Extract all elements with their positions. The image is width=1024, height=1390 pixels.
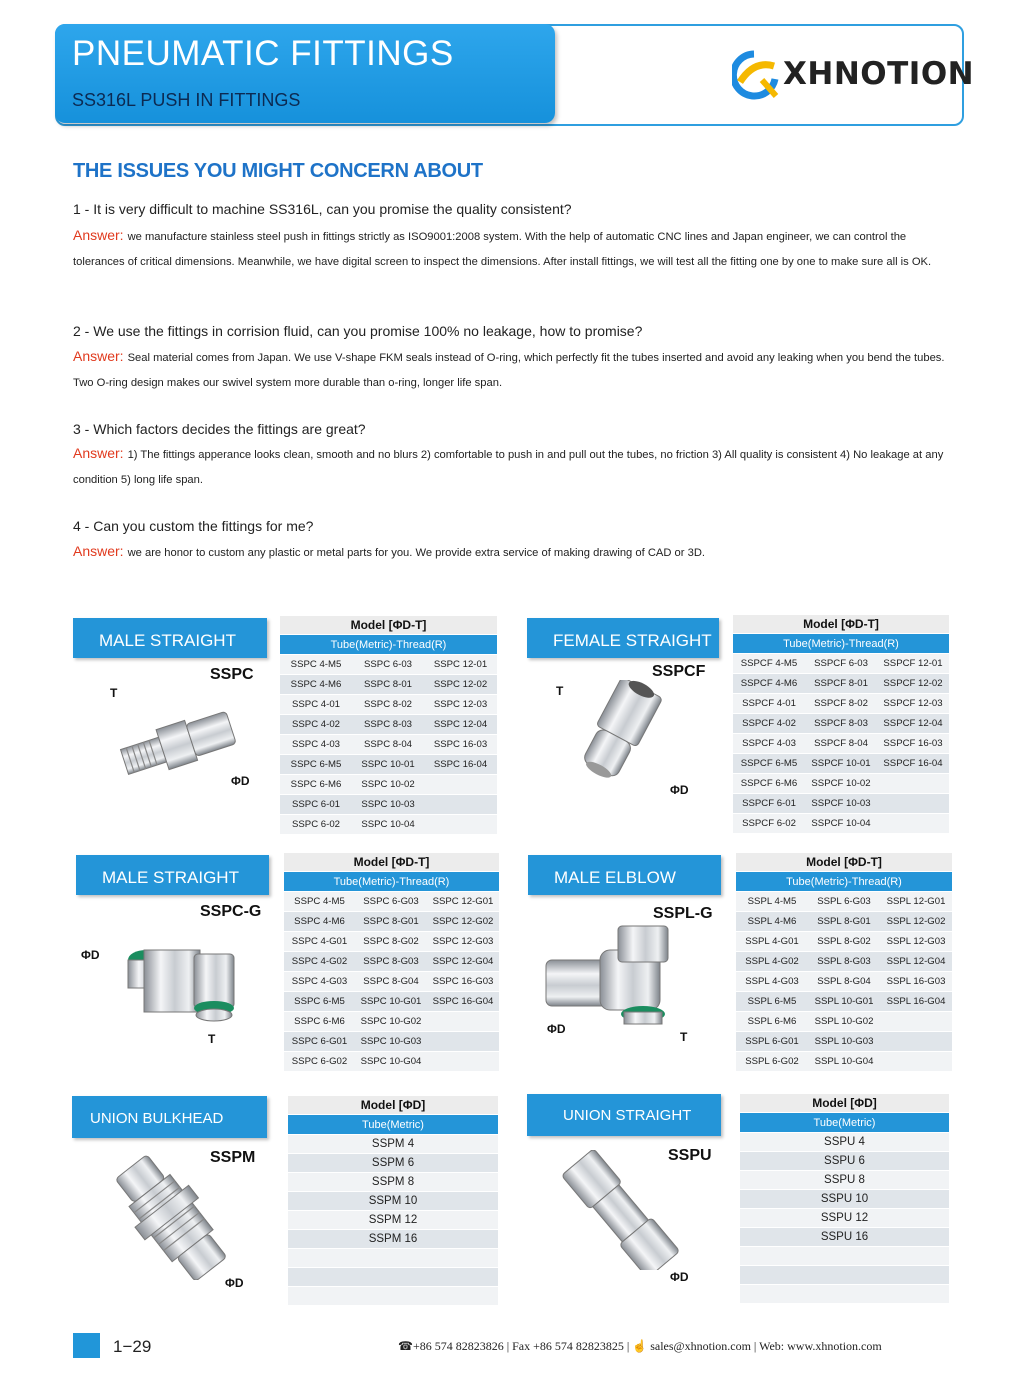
faq-answer-1 (73, 223, 953, 274)
spec-table-sspm (288, 1096, 498, 1306)
diameter-label: ΦD (225, 1276, 244, 1290)
model-cell: SSPC 4-02 (280, 715, 352, 735)
table-row (740, 1152, 949, 1171)
table-subheader-cell: Tube(Metric)-Thread(R) (733, 634, 949, 654)
model-cell (740, 1247, 949, 1266)
model-cell: SSPCF 4-M6 (733, 674, 805, 694)
thread-label: T (208, 1032, 216, 1046)
model-cell: SSPC 4-M5 (280, 655, 352, 675)
table-row (288, 1135, 498, 1154)
diameter-label: ΦD (547, 1022, 566, 1036)
model-cell: SSPC 12-02 (424, 675, 497, 695)
product-title-sspu: UNION STRAIGHT (527, 1094, 721, 1136)
female-straight-fitting-photo (545, 680, 705, 790)
table-subheader-cell: Tube(Metric) (288, 1115, 498, 1135)
table-row (280, 655, 497, 675)
thread-label: T (680, 1030, 688, 1044)
page-subtitle: SS316L PUSH IN FITTINGS (72, 90, 301, 110)
model-cell: SSPL 4-G01 (736, 932, 808, 952)
model-cell: SSPC 12-G02 (427, 912, 499, 932)
model-cell (877, 794, 949, 814)
model-cell: SSPC 12-G03 (427, 932, 499, 952)
table-row (284, 1012, 499, 1032)
table-row (280, 735, 497, 755)
model-cell: SSPC 6-G01 (284, 1032, 355, 1052)
faq-answer-text: 1) The fittings apperance looks clean, smooth and no blurs 2) comfortable to push in and pull out the tubes, no friction 3) All quality is consistent 4) No leakage at any condition 5) long life span. (73, 449, 944, 486)
model-cell (880, 1012, 952, 1032)
union-straight-fitting-photo (548, 1150, 698, 1270)
spec-table-sspc (280, 616, 497, 835)
table-row (288, 1211, 498, 1230)
model-cell: SSPC 12-04 (424, 715, 497, 735)
table-row (733, 754, 949, 774)
male-straight-fitting-photo (110, 695, 250, 795)
table-row (280, 795, 497, 815)
model-cell: SSPM 6 (288, 1154, 498, 1173)
model-cell: SSPCF 10-01 (805, 754, 877, 774)
table-subheader-cell: Tube(Metric)-Thread(R) (284, 872, 499, 892)
table-subheader (280, 635, 497, 655)
model-cell: SSPL 10-G04 (808, 1052, 880, 1072)
model-cell: SSPCF 4-02 (733, 714, 805, 734)
model-cell: SSPC 16-03 (424, 735, 497, 755)
table-row (280, 815, 497, 835)
table-row (733, 674, 949, 694)
faq-question-1: 1 - It is very difficult to machine SS316L, can you promise the quality consistent? (73, 201, 572, 217)
union-bulkhead-fitting-photo (100, 1150, 250, 1280)
model-cell: SSPCF 8-04 (805, 734, 877, 754)
faq-title: THE ISSUES YOU MIGHT CONCERN ABOUT (73, 160, 483, 182)
model-cell: SSPC 8-04 (352, 735, 424, 755)
model-cell: SSPU 12 (740, 1209, 949, 1228)
model-cell: SSPCF 12-04 (877, 714, 949, 734)
model-cell (424, 815, 497, 835)
model-cell (424, 775, 497, 795)
product-title-sspl-g: MALE ELBLOW (528, 855, 721, 895)
model-cell: SSPL 4-M5 (736, 892, 808, 912)
table-row (736, 912, 952, 932)
model-cell: SSPU 6 (740, 1152, 949, 1171)
model-cell: SSPC 16-G03 (427, 972, 499, 992)
model-cell: SSPC 12-G04 (427, 952, 499, 972)
table-subheader (740, 1113, 949, 1133)
table-header-cell: Model [ΦD-T] (280, 616, 497, 635)
model-cell: SSPL 8-G01 (808, 912, 880, 932)
model-cell: SSPC 6-G03 (355, 892, 427, 912)
model-cell: SSPC 16-G04 (427, 992, 499, 1012)
model-cell (740, 1266, 949, 1285)
model-cell (288, 1249, 498, 1268)
model-cell: SSPL 12-G04 (880, 952, 952, 972)
model-cell: SSPC 10-04 (352, 815, 424, 835)
table-row (284, 1052, 499, 1072)
model-cell: SSPCF 4-03 (733, 734, 805, 754)
table-row (736, 892, 952, 912)
model-cell (427, 1052, 499, 1072)
model-cell: SSPL 16-G03 (880, 972, 952, 992)
table-row (284, 932, 499, 952)
table-subheader (288, 1115, 498, 1135)
model-cell: SSPL 6-G01 (736, 1032, 808, 1052)
model-cell: SSPM 4 (288, 1135, 498, 1154)
table-row (733, 794, 949, 814)
model-cell: SSPU 10 (740, 1190, 949, 1209)
product-title-sspm: UNION BULKHEAD (72, 1096, 267, 1138)
answer-label: Answer: (73, 543, 124, 559)
table-row (736, 932, 952, 952)
model-cell: SSPCF 12-02 (877, 674, 949, 694)
model-cell: SSPCF 6-M6 (733, 774, 805, 794)
model-cell: SSPC 6-M5 (284, 992, 355, 1012)
table-row (288, 1154, 498, 1173)
faq-answer-2 (73, 344, 953, 395)
model-cell: SSPC 16-04 (424, 755, 497, 775)
table-row (736, 1052, 952, 1072)
model-cell: SSPC 8-01 (352, 675, 424, 695)
model-cell: SSPL 10-G03 (808, 1032, 880, 1052)
product-model-sspm: SSPM (210, 1149, 256, 1166)
model-cell: SSPCF 16-03 (877, 734, 949, 754)
table-row (740, 1247, 949, 1266)
table-header-cell: Model [ΦD] (740, 1094, 949, 1113)
model-cell: SSPC 6-M6 (284, 1012, 355, 1032)
diameter-label: ΦD (81, 948, 100, 962)
model-cell: SSPC 4-G01 (284, 932, 355, 952)
table-row (284, 992, 499, 1012)
model-cell: SSPM 8 (288, 1173, 498, 1192)
model-cell: SSPCF 10-04 (805, 814, 877, 834)
table-row (740, 1266, 949, 1285)
model-cell: SSPL 4-G03 (736, 972, 808, 992)
model-cell: SSPC 10-G01 (355, 992, 427, 1012)
diameter-label: ΦD (670, 1270, 689, 1284)
model-cell: SSPCF 6-M5 (733, 754, 805, 774)
table-header-cell: Model [ΦD-T] (284, 853, 499, 872)
faq-question-4: 4 - Can you custom the fittings for me? (73, 518, 314, 534)
model-cell: SSPC 6-M6 (280, 775, 352, 795)
table-row (736, 972, 952, 992)
model-cell: SSPC 4-G03 (284, 972, 355, 992)
spec-table-sspcf (733, 615, 949, 834)
table-row (280, 775, 497, 795)
table-row (288, 1230, 498, 1249)
model-cell (288, 1287, 498, 1306)
spec-table-sspu (740, 1094, 949, 1304)
table-row (740, 1209, 949, 1228)
table-row (284, 952, 499, 972)
table-header-cell: Model [ΦD-T] (733, 615, 949, 634)
table-subheader-cell: Tube(Metric) (740, 1113, 949, 1133)
table-row (733, 814, 949, 834)
model-cell: SSPC 4-03 (280, 735, 352, 755)
model-cell: SSPC 4-M6 (284, 912, 355, 932)
spec-table-sspc-g (284, 853, 499, 1072)
faq-answer-3 (73, 441, 953, 492)
thread-label: T (110, 686, 118, 700)
table-row (284, 892, 499, 912)
answer-label: Answer: (73, 227, 124, 243)
model-cell (880, 1052, 952, 1072)
model-cell: SSPC 12-03 (424, 695, 497, 715)
model-cell: SSPC 6-G02 (284, 1052, 355, 1072)
table-row (288, 1192, 498, 1211)
model-cell: SSPCF 10-03 (805, 794, 877, 814)
faq-answer-text: we are honor to custom any plastic or metal parts for you. We provide extra service of making drawing of CAD or 3D. (127, 547, 706, 559)
model-cell: SSPCF 4-M5 (733, 654, 805, 674)
table-row (280, 715, 497, 735)
page-title: PNEUMATIC FITTINGS (72, 34, 454, 73)
table-row (733, 694, 949, 714)
model-cell: SSPC 10-G02 (355, 1012, 427, 1032)
table-row (733, 734, 949, 754)
male-straight-g-fitting-photo (110, 920, 250, 1030)
table-row (284, 972, 499, 992)
model-cell: SSPC 12-G01 (427, 892, 499, 912)
male-elbow-fitting-photo (540, 920, 710, 1030)
model-cell: SSPC 10-G04 (355, 1052, 427, 1072)
model-cell: SSPL 4-M6 (736, 912, 808, 932)
table-row (736, 1032, 952, 1052)
model-cell (880, 1032, 952, 1052)
faq-answer-text: we manufacture stainless steel push in fittings strictly as ISO9001:2008 system. With the help of automatic CNC lines and Japan engineer, we can control the tolerances of critical dimensions. Meanwhile, we have digital screen to inspect the dimensions. After install fittings, we will test all the fitting one by one to make sure all is OK. (73, 231, 932, 268)
model-cell: SSPC 4-01 (280, 695, 352, 715)
model-cell: SSPL 12-G03 (880, 932, 952, 952)
model-cell: SSPCF 8-01 (805, 674, 877, 694)
product-model-sspc-g: SSPC-G (200, 903, 262, 920)
model-cell: SSPCF 8-03 (805, 714, 877, 734)
model-cell: SSPCF 16-04 (877, 754, 949, 774)
table-header-cell: Model [ΦD-T] (736, 853, 952, 872)
table-row (288, 1287, 498, 1306)
model-cell: SSPC 10-G03 (355, 1032, 427, 1052)
table-row (733, 714, 949, 734)
faq-answer-text: Seal material comes from Japan. We use V-shape FKM seals instead of O-ring, which perfectly fit the tubes inserted and avoid any leaking when you bend the tubes. Two O-ring design makes our swivel system more durable than o-ring, longer life span. (73, 352, 945, 389)
spec-table-sspl-g (736, 853, 952, 1072)
table-header (280, 616, 497, 635)
model-cell: SSPC 8-G02 (355, 932, 427, 952)
model-cell: SSPC 8-G01 (355, 912, 427, 932)
table-row (736, 952, 952, 972)
model-cell: SSPL 10-G02 (808, 1012, 880, 1032)
contact-info: ☎+86 574 82823826 | Fax +86 574 82823825 | ☝ sales@xhnotion.com | Web: www.xhnotion.com (398, 1339, 882, 1353)
model-cell: SSPC 8-G03 (355, 952, 427, 972)
table-header (288, 1096, 498, 1115)
model-cell: SSPC 10-03 (352, 795, 424, 815)
product-model-sspcf: SSPCF (652, 663, 706, 680)
model-cell: SSPL 6-M6 (736, 1012, 808, 1032)
model-cell (877, 774, 949, 794)
model-cell: SSPC 6-M5 (280, 755, 352, 775)
model-cell (877, 814, 949, 834)
product-title-sspc: MALE STRAIGHT (73, 618, 267, 658)
model-cell: SSPL 8-G04 (808, 972, 880, 992)
faq-question-3: 3 - Which factors decides the fittings are great? (73, 421, 366, 437)
model-cell: SSPC 8-03 (352, 715, 424, 735)
model-cell (740, 1285, 949, 1304)
diameter-label: ΦD (231, 774, 250, 788)
table-row (733, 654, 949, 674)
model-cell: SSPL 8-G03 (808, 952, 880, 972)
table-subheader (284, 872, 499, 892)
model-cell: SSPCF 6-02 (733, 814, 805, 834)
model-cell: SSPM 12 (288, 1211, 498, 1230)
table-header (736, 853, 952, 872)
table-header-cell: Model [ΦD] (288, 1096, 498, 1115)
faq-question-2: 2 - We use the fittings in corrision fluid, can you promise 100% no leakage, how to promise? (73, 323, 643, 339)
model-cell: SSPCF 10-02 (805, 774, 877, 794)
table-row (740, 1133, 949, 1152)
model-cell: SSPL 10-G01 (808, 992, 880, 1012)
model-cell: SSPL 16-G04 (880, 992, 952, 1012)
model-cell: SSPCF 6-01 (733, 794, 805, 814)
table-row (736, 1012, 952, 1032)
model-cell: SSPCF 12-03 (877, 694, 949, 714)
answer-label: Answer: (73, 445, 124, 461)
brand-logo-text: XHNOTION (783, 56, 975, 92)
model-cell: SSPC 4-G02 (284, 952, 355, 972)
model-cell: SSPCF 6-03 (805, 654, 877, 674)
model-cell (424, 795, 497, 815)
model-cell: SSPL 4-G02 (736, 952, 808, 972)
model-cell: SSPC 12-01 (424, 655, 497, 675)
table-row (288, 1173, 498, 1192)
page-number-marker (73, 1333, 100, 1358)
product-title-sspcf: FEMALE STRAIGHT (527, 618, 719, 658)
table-row (740, 1285, 949, 1304)
model-cell: SSPC 8-02 (352, 695, 424, 715)
table-row (740, 1228, 949, 1247)
table-row (284, 1032, 499, 1052)
table-subheader (733, 634, 949, 654)
table-row (740, 1190, 949, 1209)
thread-label: T (556, 684, 564, 698)
model-cell: SSPC 10-02 (352, 775, 424, 795)
model-cell: SSPU 8 (740, 1171, 949, 1190)
model-cell: SSPCF 4-01 (733, 694, 805, 714)
product-model-sspu: SSPU (668, 1147, 712, 1164)
table-row (280, 755, 497, 775)
table-row (280, 675, 497, 695)
answer-label: Answer: (73, 348, 124, 364)
page-number: 1−29 (113, 1337, 152, 1356)
model-cell: SSPU 4 (740, 1133, 949, 1152)
table-subheader (736, 872, 952, 892)
model-cell: SSPC 4-M6 (280, 675, 352, 695)
model-cell: SSPC 8-G04 (355, 972, 427, 992)
table-row (733, 774, 949, 794)
table-row (280, 695, 497, 715)
table-header (733, 615, 949, 634)
model-cell: SSPC 6-03 (352, 655, 424, 675)
model-cell: SSPC 10-01 (352, 755, 424, 775)
model-cell: SSPL 6-M5 (736, 992, 808, 1012)
model-cell (288, 1268, 498, 1287)
model-cell: SSPL 8-G02 (808, 932, 880, 952)
diameter-label: ΦD (670, 783, 689, 797)
product-model-sspl-g: SSPL-G (653, 905, 713, 922)
faq-answer-4 (73, 539, 953, 566)
model-cell (427, 1012, 499, 1032)
model-cell: SSPC 6-02 (280, 815, 352, 835)
product-model-sspc: SSPC (210, 666, 254, 683)
model-cell: SSPL 6-G03 (808, 892, 880, 912)
model-cell: SSPM 16 (288, 1230, 498, 1249)
model-cell: SSPC 6-01 (280, 795, 352, 815)
table-row (736, 992, 952, 1012)
model-cell: SSPU 16 (740, 1228, 949, 1247)
table-subheader-cell: Tube(Metric)-Thread(R) (280, 635, 497, 655)
model-cell: SSPL 6-G02 (736, 1052, 808, 1072)
model-cell (427, 1032, 499, 1052)
table-header (284, 853, 499, 872)
table-subheader-cell: Tube(Metric)-Thread(R) (736, 872, 952, 892)
model-cell: SSPL 12-G01 (880, 892, 952, 912)
table-row (288, 1268, 498, 1287)
table-row (288, 1249, 498, 1268)
model-cell: SSPL 12-G02 (880, 912, 952, 932)
model-cell: SSPCF 12-01 (877, 654, 949, 674)
table-row (740, 1171, 949, 1190)
model-cell: SSPM 10 (288, 1192, 498, 1211)
table-header (740, 1094, 949, 1113)
product-title-sspc-g: MALE STRAIGHT (76, 855, 269, 895)
model-cell: SSPC 4-M5 (284, 892, 355, 912)
table-row (284, 912, 499, 932)
model-cell: SSPCF 8-02 (805, 694, 877, 714)
